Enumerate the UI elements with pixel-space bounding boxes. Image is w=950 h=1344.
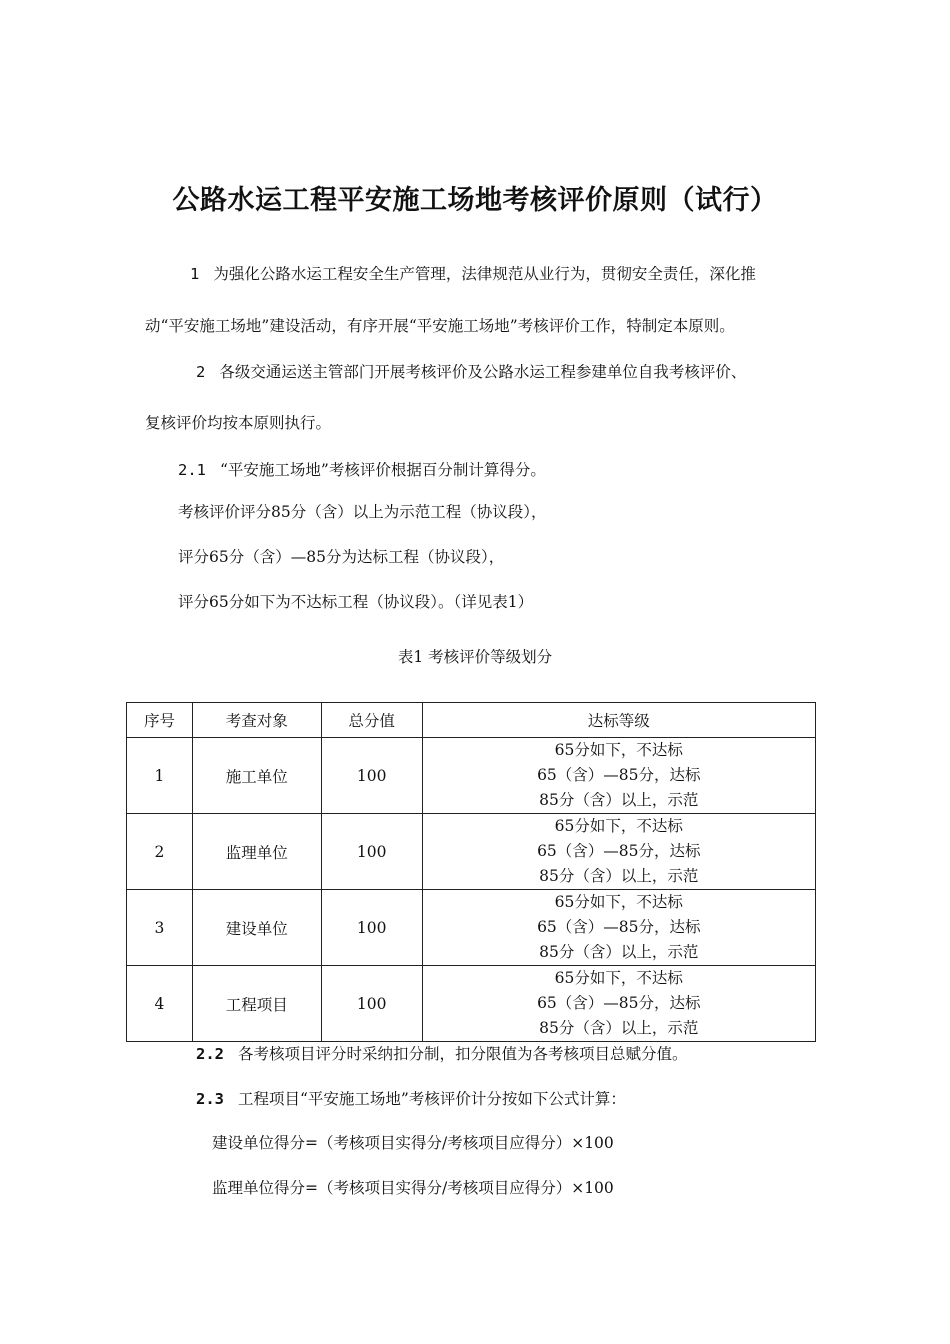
cell-index: 2 <box>127 814 193 890</box>
level-fail: 65分如下，不达标 <box>554 893 683 911</box>
level-model: 85分（含）以上，示范 <box>539 791 699 809</box>
paragraph-number: 2.3 <box>196 1090 224 1108</box>
header-grade-level: 达标等级 <box>422 703 815 738</box>
cell-target: 施工单位 <box>192 738 321 814</box>
cell-target: 监理单位 <box>192 814 321 890</box>
level-fail: 65分如下，不达标 <box>554 969 683 987</box>
paragraph-2-1-line-4: 评分65分如下为不达标工程（协议段）。（详见表1） <box>178 593 534 611</box>
paragraph-2-line-1 <box>196 360 746 382</box>
paragraph-2-1-line-3: 评分65分（含）—85分为达标工程（协议段）， <box>178 548 505 566</box>
paragraph-1-line-2: 动“平安施工场地”建设活动，有序开展“平安施工场地”考核评价工作，特制定本原则。 <box>145 317 735 335</box>
cell-index: 1 <box>127 738 193 814</box>
paragraph-text: 工程项目“平安施工场地”考核评价计分按如下公式计算： <box>238 1090 626 1108</box>
cell-score: 100 <box>321 738 422 814</box>
paragraph-number: 2.1 <box>178 461 206 479</box>
header-total-score: 总分值 <box>321 703 422 738</box>
cell-index: 3 <box>127 890 193 966</box>
cell-target: 工程项目 <box>192 966 321 1042</box>
cell-levels <box>422 738 815 814</box>
paragraph-number: 2 <box>196 363 206 381</box>
cell-index: 4 <box>127 966 193 1042</box>
cell-levels <box>422 890 815 966</box>
level-pass: 65（含）—85分，达标 <box>537 918 701 936</box>
cell-levels <box>422 814 815 890</box>
paragraph-2-1-line-1 <box>178 458 546 480</box>
cell-score: 100 <box>321 814 422 890</box>
level-fail: 65分如下，不达标 <box>554 817 683 835</box>
formula-supervision-unit: 监理单位得分=（考核项目实得分/考核项目应得分）×100 <box>212 1179 614 1197</box>
level-model: 85分（含）以上，示范 <box>539 943 699 961</box>
table-row <box>127 966 816 1042</box>
document-title: 公路水运工程平安施工场地考核评价原则（试行） <box>172 185 778 216</box>
paragraph-number: 1 <box>190 265 200 283</box>
level-fail: 65分如下，不达标 <box>554 741 683 759</box>
cell-target: 建设单位 <box>192 890 321 966</box>
formula-construction-unit: 建设单位得分=（考核项目实得分/考核项目应得分）×100 <box>212 1134 614 1152</box>
table-caption: 表1 考核评价等级划分 <box>397 648 553 666</box>
grade-table <box>126 702 816 1042</box>
paragraph-2-2 <box>196 1042 688 1064</box>
paragraph-text: 各级交通运送主管部门开展考核评价及公路水运工程参建单位自我考核评价、 <box>219 363 747 381</box>
table-header-row <box>127 703 816 738</box>
level-model: 85分（含）以上，示范 <box>539 1019 699 1037</box>
paragraph-number: 2.2 <box>196 1045 224 1063</box>
cell-score: 100 <box>321 890 422 966</box>
paragraph-2-line-2: 复核评价均按本原则执行。 <box>145 414 332 432</box>
cell-score: 100 <box>321 966 422 1042</box>
table-row <box>127 738 816 814</box>
paragraph-2-3 <box>196 1087 626 1109</box>
header-target: 考查对象 <box>192 703 321 738</box>
header-index: 序号 <box>127 703 193 738</box>
table-row <box>127 814 816 890</box>
paragraph-2-1-line-2: 考核评价评分85分（含）以上为示范工程（协议段）， <box>178 503 547 521</box>
level-pass: 65（含）—85分，达标 <box>537 766 701 784</box>
level-pass: 65（含）—85分，达标 <box>537 994 701 1012</box>
paragraph-1-line-1 <box>190 262 756 284</box>
level-model: 85分（含）以上，示范 <box>539 867 699 885</box>
cell-levels <box>422 966 815 1042</box>
level-pass: 65（含）—85分，达标 <box>537 842 701 860</box>
paragraph-text: 为强化公路水运工程安全生产管理，法律规范从业行为，贯彻安全责任，深化推 <box>213 265 756 283</box>
paragraph-text: “平安施工场地”考核评价根据百分制计算得分。 <box>220 461 546 479</box>
table-row <box>127 890 816 966</box>
paragraph-text: 各考核项目评分时采纳扣分制，扣分限值为各考核项目总赋分值。 <box>238 1045 688 1063</box>
